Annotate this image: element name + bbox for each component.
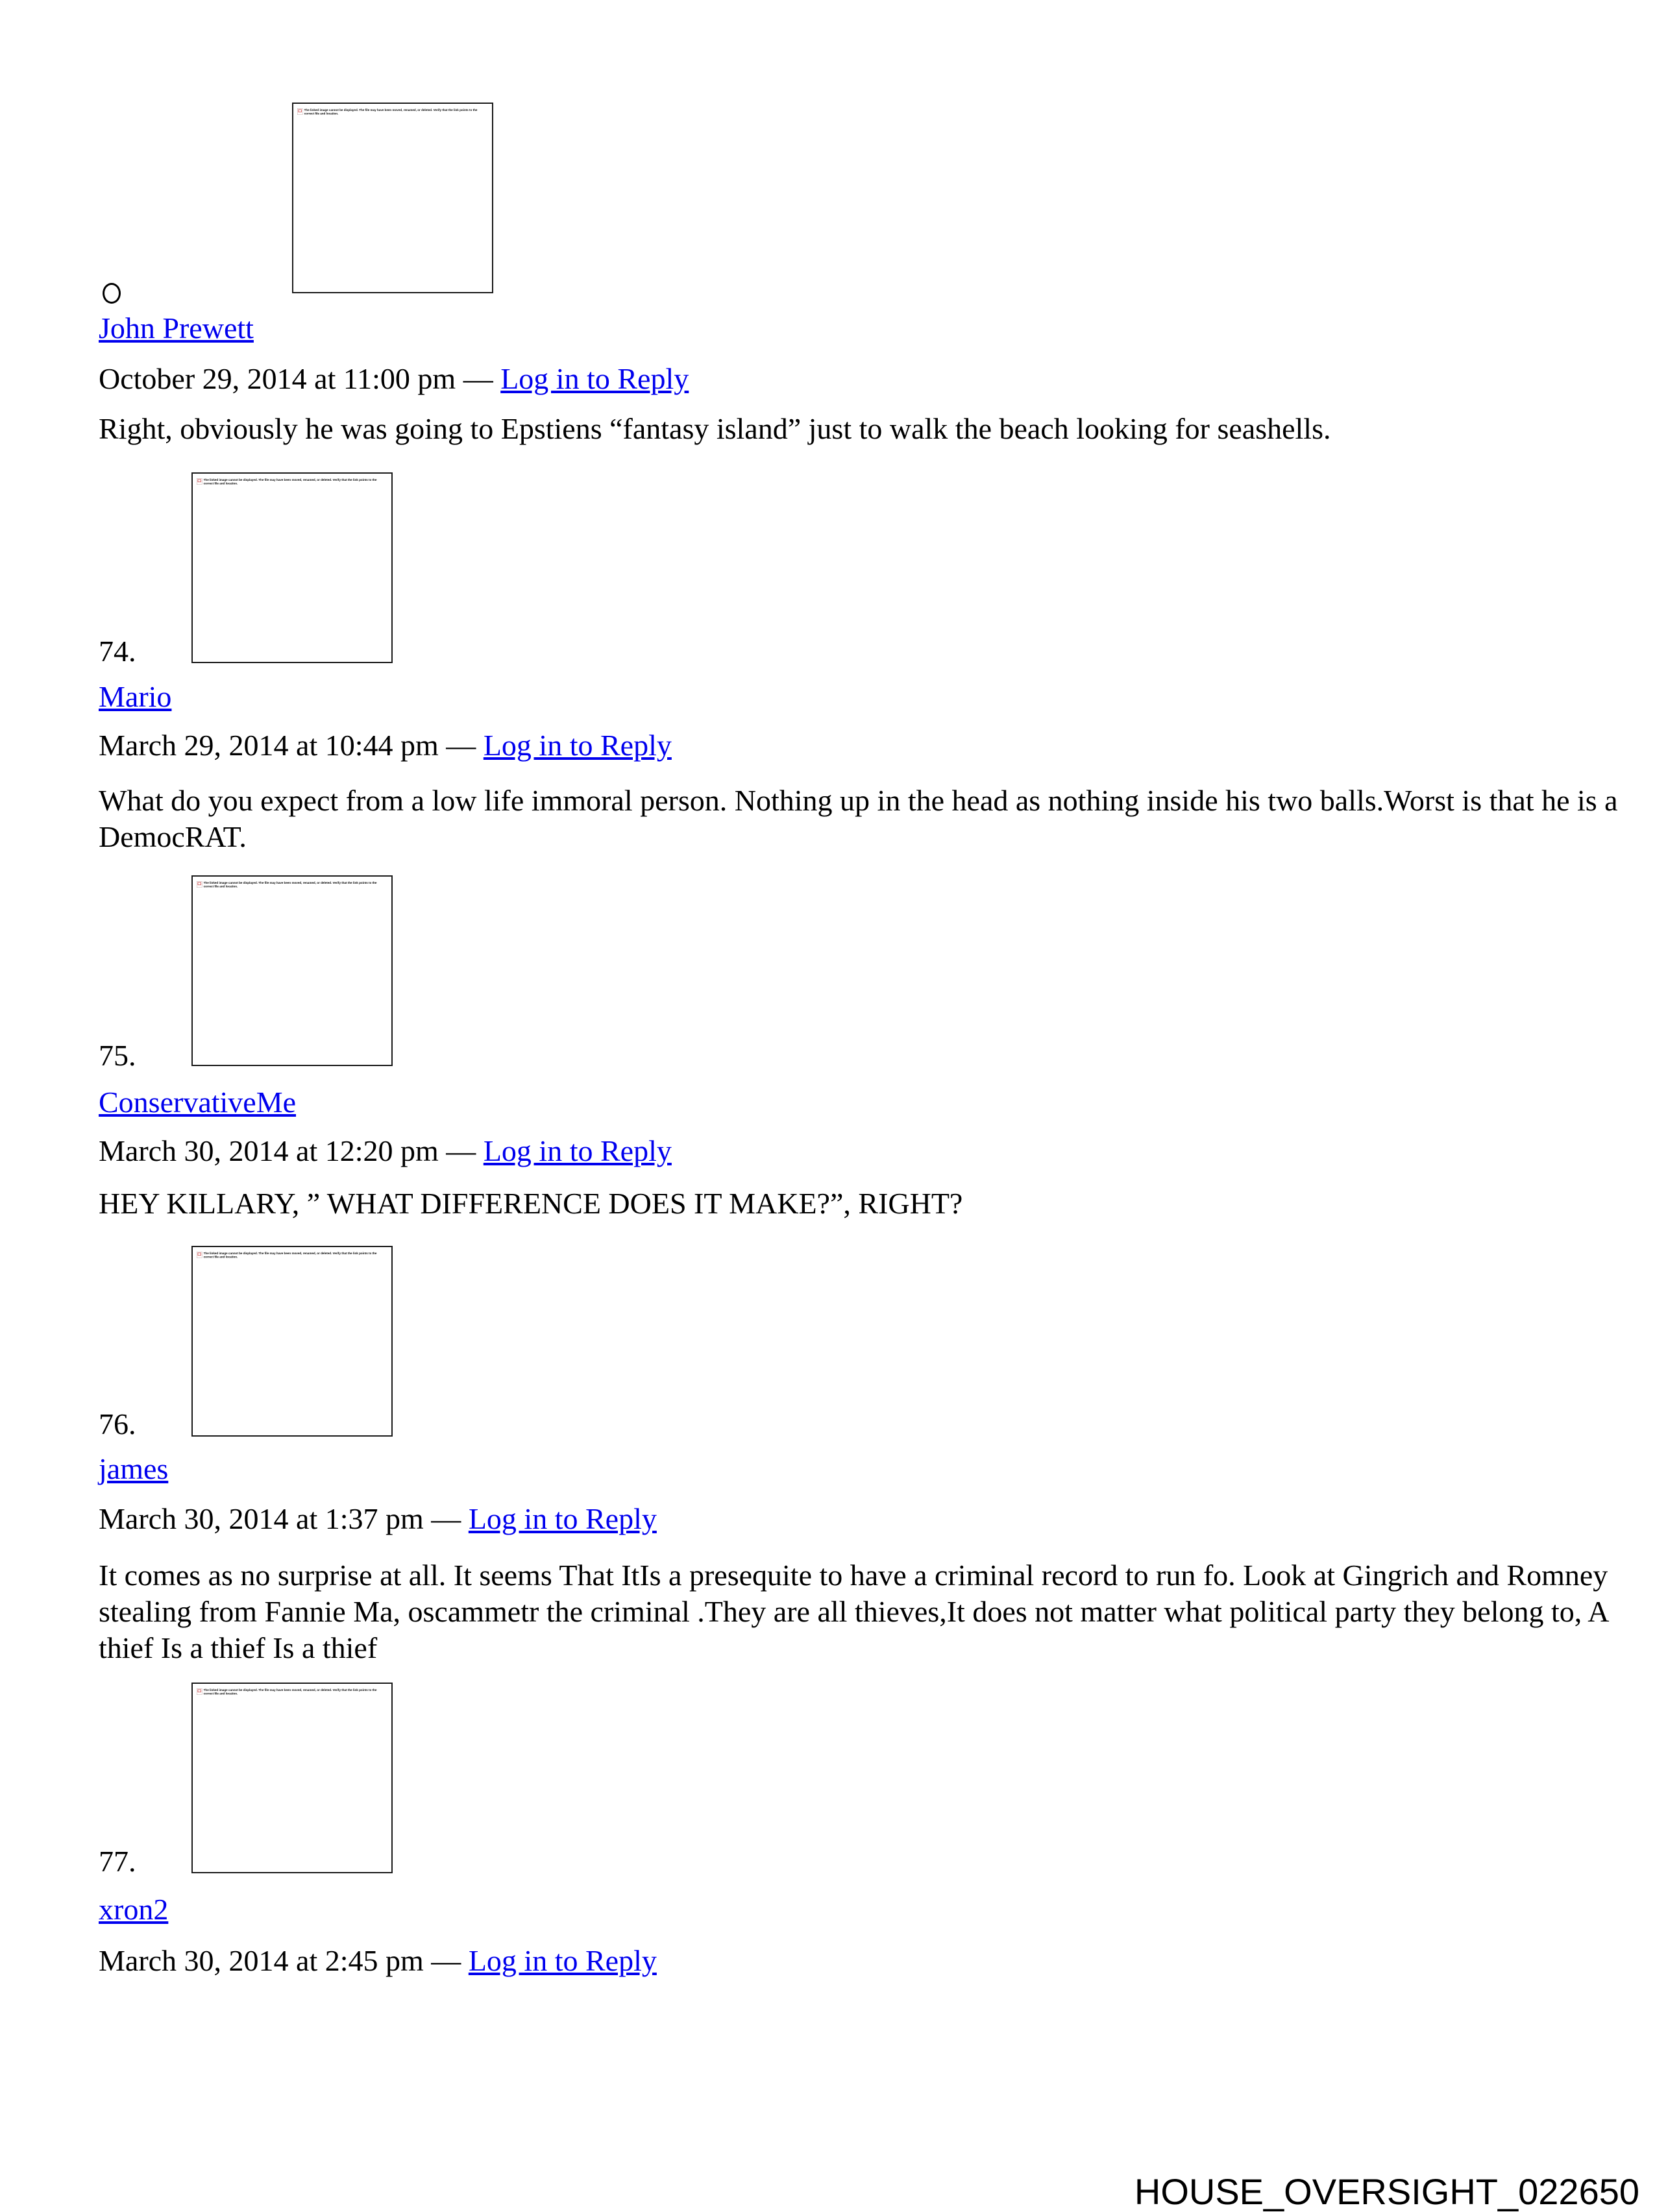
comment-date: March 29, 2014 at 10:44 pm — [99,729,484,762]
broken-image-alt [197,1688,384,1695]
comment-author-link[interactable]: xron2 [99,1893,169,1926]
comment-body: Right, obviously he was going to Epstiens “fantasy island” just to walk the beach looking for seashells. [99,412,1331,445]
broken-image-alt-text: The linked image cannot be displayed. The file may have been moved, renamed, or deleted. Verify that the link points to the correct file and location. [203,881,377,888]
broken-image-placeholder [292,103,493,293]
comment-meta [99,362,689,396]
broken-image-icon [197,881,202,888]
broken-image-placeholder [191,472,393,663]
comment-meta [99,1944,657,1978]
comment-date: March 30, 2014 at 2:45 pm — [99,1944,469,1977]
comment-number: 76. [99,1407,136,1440]
broken-image-icon [197,1688,202,1695]
comment-date: March 30, 2014 at 12:20 pm — [99,1134,484,1167]
broken-image-icon [197,1252,202,1258]
broken-image-alt [197,881,384,888]
broken-image-alt [197,478,384,485]
comment-body: HEY KILLARY, ” WHAT DIFFERENCE DOES IT MAKE?”, RIGHT? [99,1187,963,1220]
broken-image-alt [197,1252,384,1259]
comment-author-link[interactable]: james [99,1452,169,1485]
comment-number: 77. [99,1845,136,1878]
comment-author-link[interactable]: ConservativeMe [99,1086,297,1119]
comment-date: October 29, 2014 at 11:00 pm — [99,362,501,395]
comment-number: 74. [99,635,136,668]
comment-author-link[interactable]: John Prewett [99,311,254,345]
broken-image-icon [197,478,202,485]
comment-body: It comes as no surprise at all. It seems That ItIs a presequite to have a criminal record to run fo. Look at Gingrich and Romney stealing from Fannie Ma, oscammetr the criminal .They are all thieves,It does not matter what political party they belong to, A thief Is a thief Is a thief [99,1559,1608,1664]
broken-image-placeholder [191,1683,393,1873]
log-in-to-reply-link[interactable]: Log in to Reply [468,1502,657,1535]
log-in-to-reply-link[interactable]: Log in to Reply [468,1944,657,1977]
broken-image-alt [297,108,485,115]
broken-image-alt-text: The linked image cannot be displayed. The file may have been moved, renamed, or deleted. Verify that the link points to the correct file and location. [203,1252,377,1259]
comment-number: 75. [99,1039,136,1072]
bates-number: HOUSE_OVERSIGHT_022650 [1134,2171,1639,2212]
circle-list-bullet [103,283,121,304]
comment-author-link[interactable]: Mario [99,680,172,713]
comment-meta [99,1502,657,1536]
broken-image-placeholder [191,875,393,1066]
comment-meta [99,1134,672,1168]
comment-meta [99,729,672,762]
log-in-to-reply-link[interactable]: Log in to Reply [483,1134,672,1167]
broken-image-icon [297,108,302,115]
broken-image-alt-text: The linked image cannot be displayed. The file may have been moved, renamed, or deleted. Verify that the link points to the correct file and location. [203,478,377,485]
broken-image-placeholder [191,1246,393,1437]
comment-body: What do you expect from a low life immoral person. Nothing up in the head as nothing inside his two balls.Worst is that he is a DemocRAT. [99,784,1618,853]
broken-image-alt-text: The linked image cannot be displayed. The file may have been moved, renamed, or deleted. Verify that the link points to the correct file and location. [203,1688,377,1695]
broken-image-alt-text: The linked image cannot be displayed. The file may have been moved, renamed, or deleted. Verify that the link points to the correct file and location. [304,108,478,115]
log-in-to-reply-link[interactable]: Log in to Reply [500,362,689,395]
log-in-to-reply-link[interactable]: Log in to Reply [483,729,672,762]
comment-date: March 30, 2014 at 1:37 pm — [99,1502,469,1535]
